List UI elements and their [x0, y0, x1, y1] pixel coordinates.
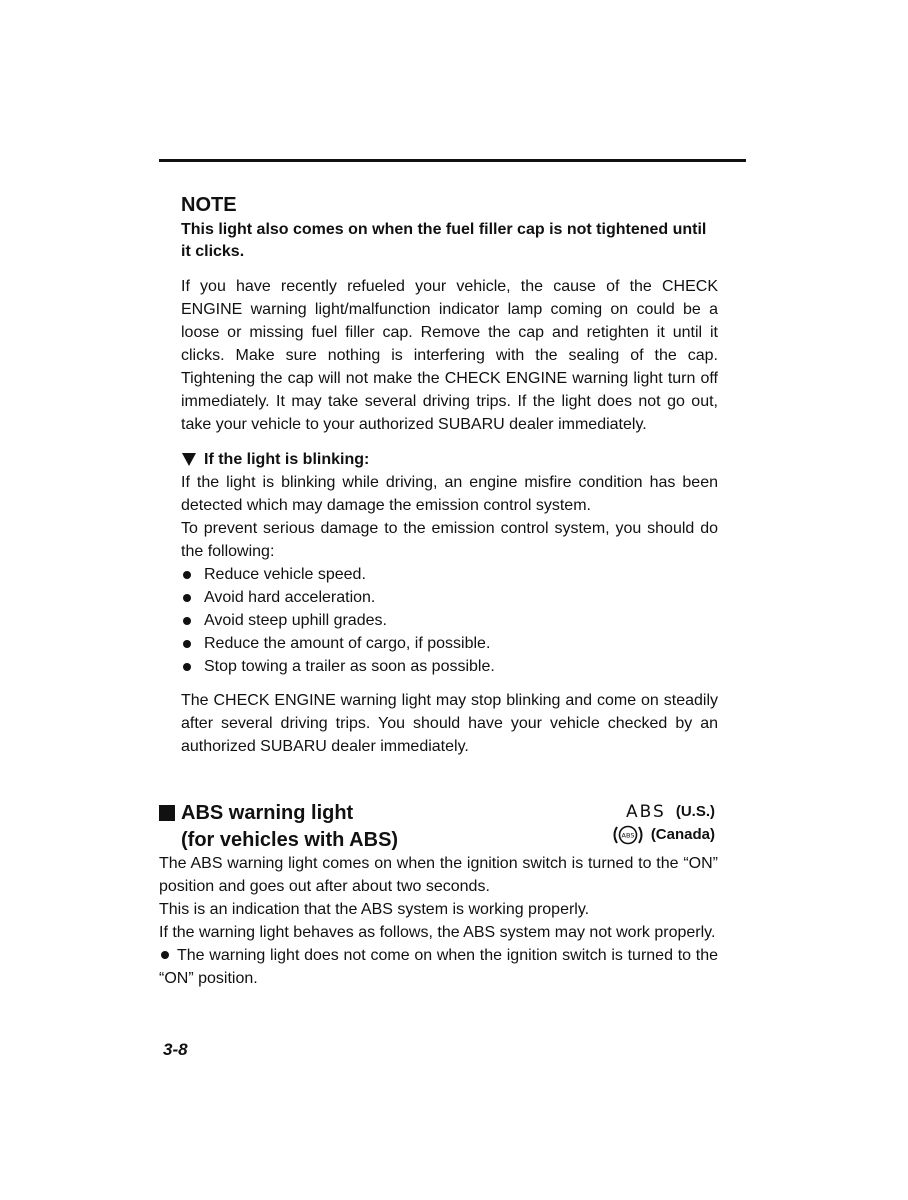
abs-paragraph-2: This is an indication that the ABS system is working properly.	[159, 901, 590, 918]
abs-indicator-labels	[611, 800, 715, 846]
list-item: Reduce vehicle speed.	[181, 563, 718, 586]
bullet-icon	[183, 640, 191, 648]
top-rule	[159, 159, 746, 162]
blinking-final-paragraph: The CHECK ENGINE warning light may stop blinking and come on steadily after several driving trips. You should have your vehicle checked by an authorized SUBARU dealer immediately.	[181, 692, 718, 755]
bullet-icon	[183, 663, 191, 671]
label-us: (U.S.)	[675, 803, 715, 820]
blinking-bullet-list	[181, 563, 718, 678]
list-item: Avoid steep uphill grades.	[181, 609, 718, 632]
blinking-heading	[181, 448, 718, 471]
triangle-down-icon	[182, 453, 196, 466]
square-bullet-icon	[159, 805, 175, 821]
abs-us-row	[611, 800, 715, 823]
abs-warning-us-icon: ABS	[626, 801, 666, 822]
abs-title-line-1: ABS warning light	[181, 802, 354, 824]
list-item: Avoid hard acceleration.	[181, 586, 718, 609]
note-paragraph: If you have recently refueled your vehicle, the cause of the CHECK ENGINE warning light/malfunction indicator lamp coming on could be a loose or missing fuel filler cap. Remove the cap and retighten it until it clicks. Make sure nothing is interfering with the sealing of the cap. Tightening the cap will not make the CHECK ENGINE warning light turn off immediately. It may take several driving trips. If the light does not go out, take your vehicle to your authorized SUBARU dealer immediately.	[181, 278, 718, 433]
label-canada: (Canada)	[650, 826, 715, 843]
abs-canada-row	[611, 823, 715, 846]
bullet-icon	[161, 951, 169, 959]
abs-paragraph-1: The ABS warning light comes on when the ignition switch is turned to the “ON” position and goes out after about two seconds.	[159, 855, 718, 895]
abs-section-header	[159, 800, 719, 856]
note-subtitle: This light also comes on when the fuel filler cap is not tightened until it clicks.	[181, 221, 707, 260]
blinking-paragraph-1: If the light is blinking while driving, an engine misfire condition has been detected which may damage the emission control system.	[181, 474, 718, 514]
blinking-heading-text: If the light is blinking:	[204, 451, 370, 468]
list-item: Stop towing a trailer as soon as possible.	[181, 655, 718, 678]
blinking-paragraph-2: To prevent serious damage to the emission control system, you should do the following:	[181, 520, 718, 560]
bullet-icon	[183, 571, 191, 579]
page-number: 3-8	[163, 1040, 188, 1059]
svg-text:ABS: ABS	[621, 831, 635, 839]
note-section	[181, 192, 718, 758]
bullet-icon	[183, 594, 191, 602]
list-item: Reduce the amount of cargo, if possible.	[181, 632, 718, 655]
bullet-icon	[183, 617, 191, 625]
abs-bullet-item: The warning light does not come on when the ignition switch is turned to the “ON” position.	[159, 947, 718, 987]
abs-title-line-2: (for vehicles with ABS)	[181, 829, 399, 851]
abs-paragraph-3: If the warning light behaves as follows, the ABS system may not work properly.	[159, 924, 716, 941]
abs-section-body	[159, 852, 718, 990]
note-title: NOTE	[181, 194, 237, 216]
abs-warning-canada-icon	[611, 824, 645, 846]
